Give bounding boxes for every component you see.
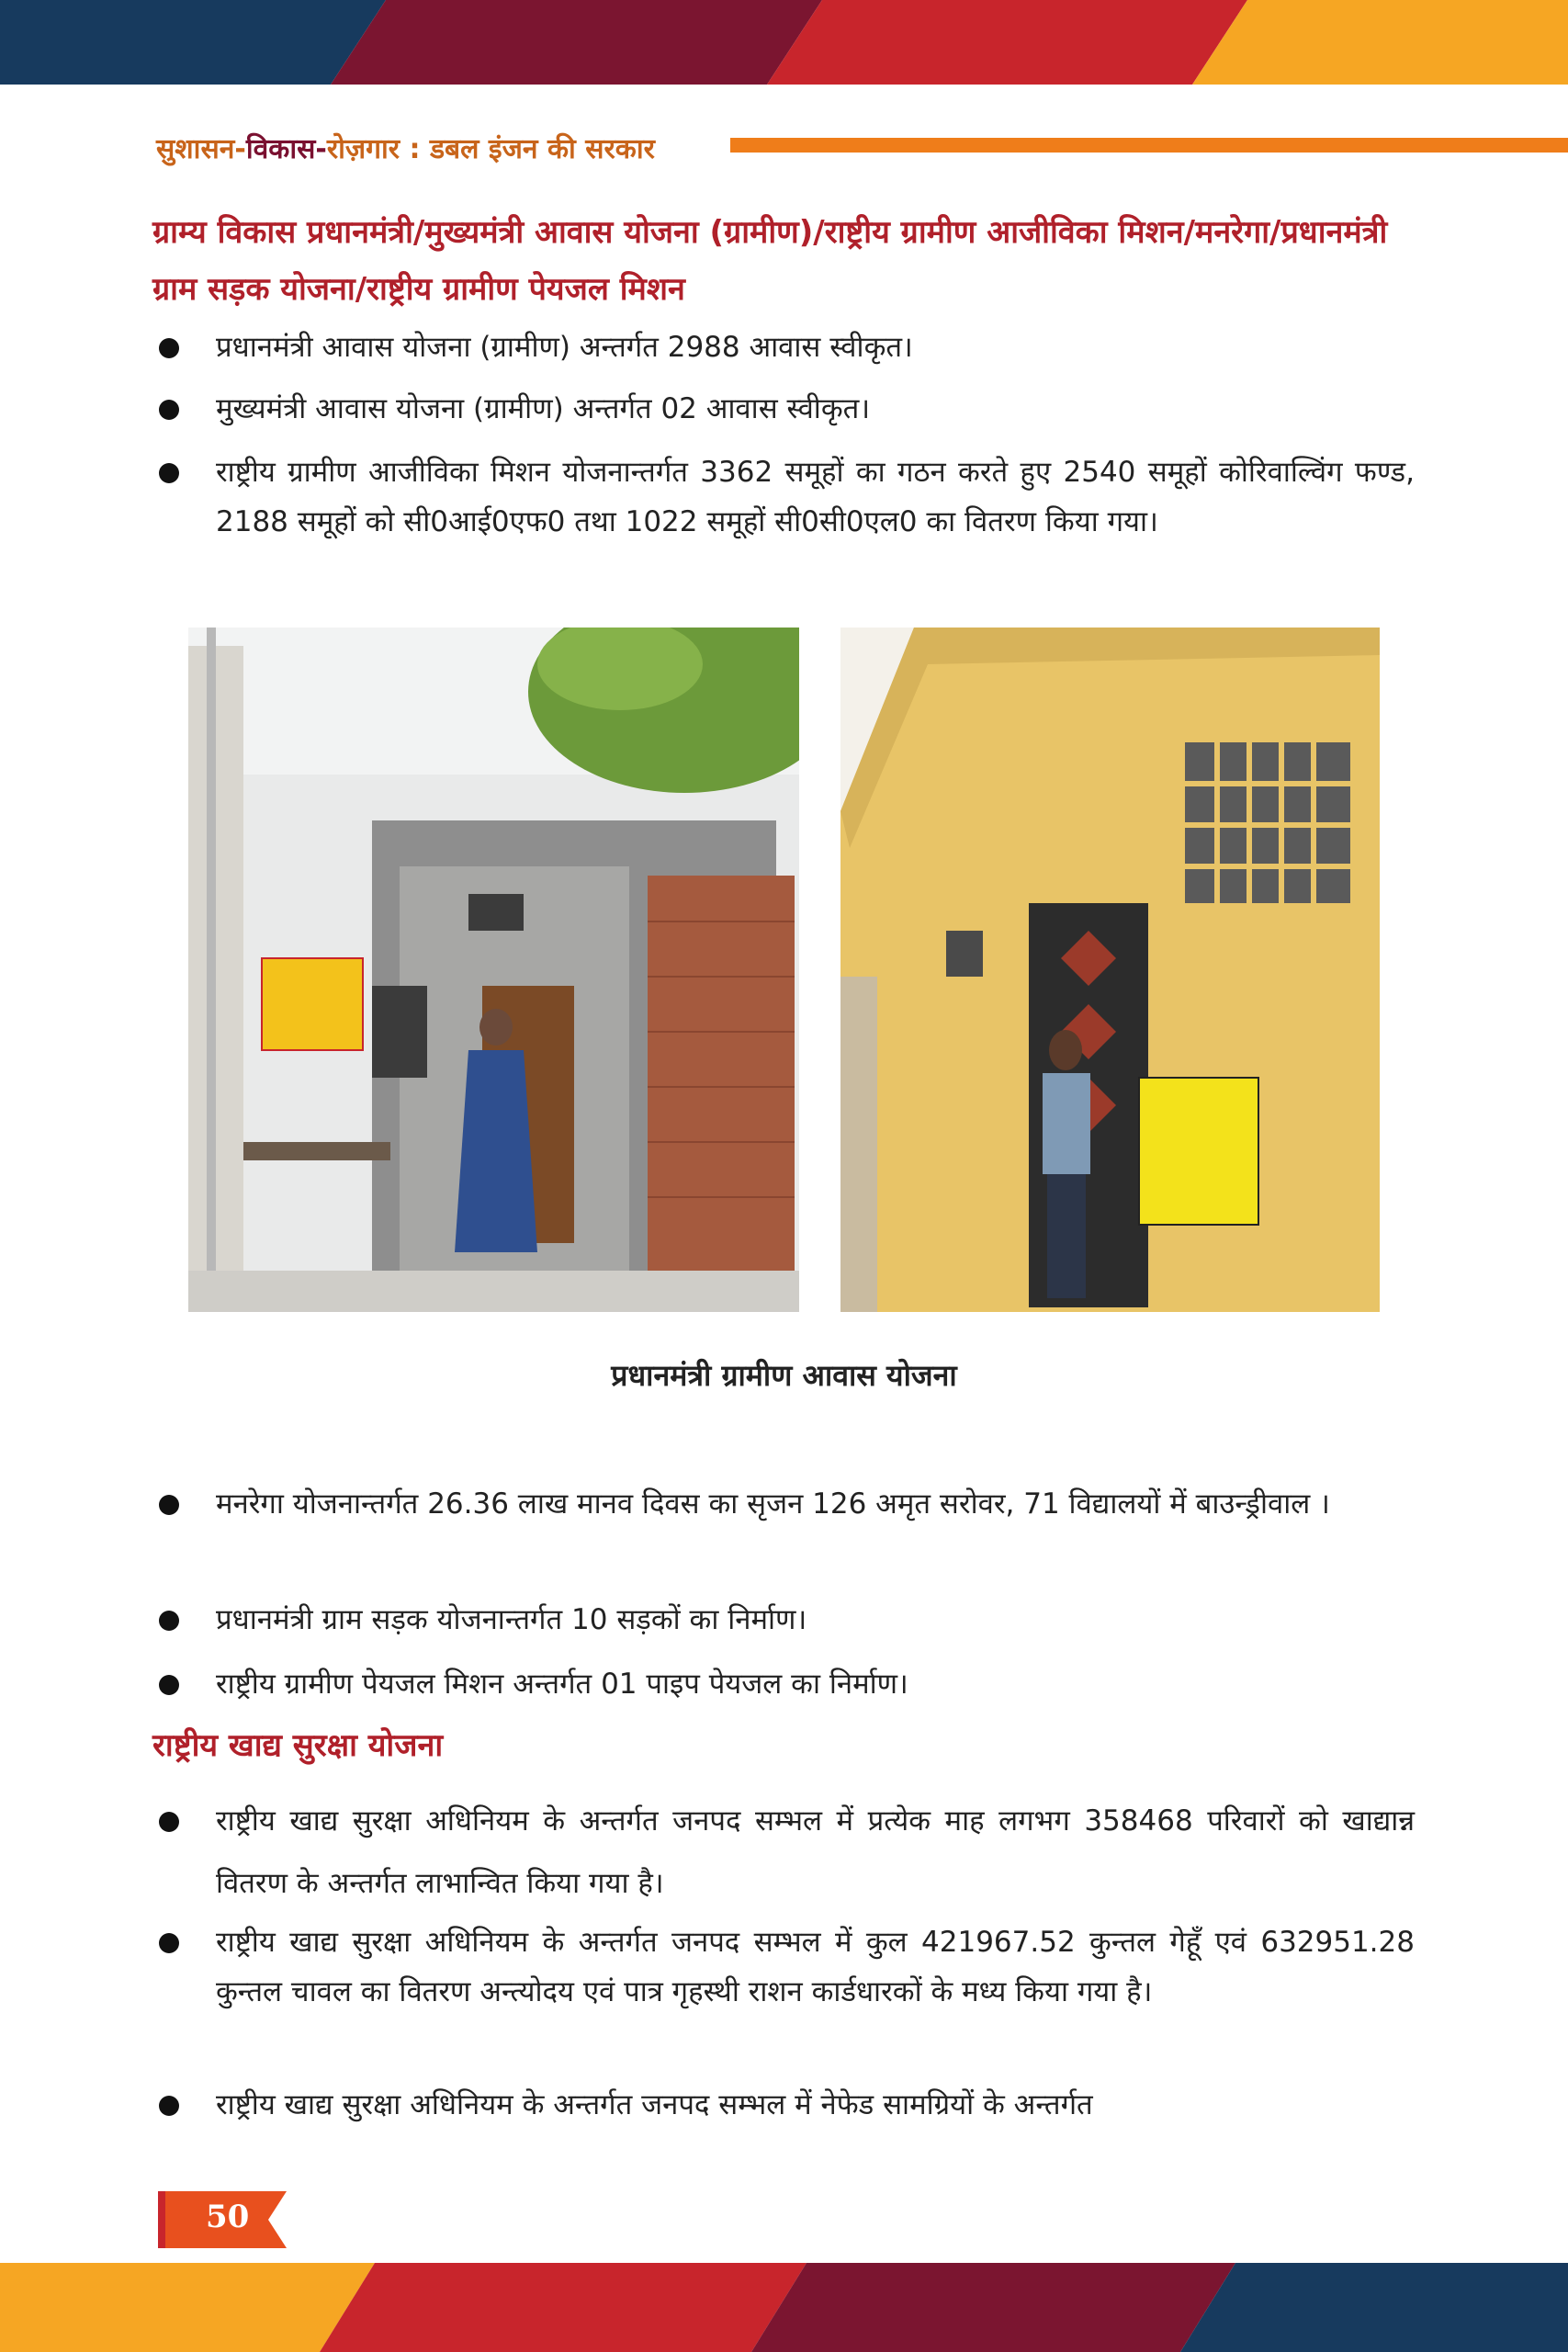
photo-caption: प्रधानमंत्री ग्रामीण आवास योजना [611, 1358, 957, 1393]
bullet-icon [159, 400, 179, 420]
header-rule [730, 138, 1568, 153]
list-item: प्रधानमंत्री ग्राम सड़क योजनान्तर्गत 10 सड़कों का निर्माण। [216, 1595, 1415, 1645]
bullet-icon [159, 1675, 179, 1695]
page-number-badge [158, 2191, 287, 2248]
list-item: मनरेगा योजनान्तर्गत 26.36 लाख मानव दिवस का सृजन 126 अमृत सरोवर, 71 विद्यालयों में बाउन्ड्रीवाल । [216, 1479, 1415, 1529]
house-photo-left [188, 628, 799, 1312]
house-photo-right [840, 628, 1380, 1312]
bullet-icon [159, 1495, 179, 1515]
section-title-food-security: राष्ट्रीय खाद्य सुरक्षा योजना [152, 1727, 444, 1764]
list-item: राष्ट्रीय ग्रामीण पेयजल मिशन अन्तर्गत 01 पाइप पेयजल का निर्माण। [216, 1659, 1415, 1709]
list-item: राष्ट्रीय ग्रामीण आजीविका मिशन योजनान्तर्गत 3362 समूहों का गठन करते हुए 2540 समूहों कोरिवाल्विंग फण्ड, 2188 समूहों को सी0आई0एफ0 तथा 1022 समूहों सी0सी0एल0 का वितरण किया गया। [216, 447, 1415, 547]
page-number: 50 [206, 2199, 250, 2235]
list-item: मुख्यमंत्री आवास योजना (ग्रामीण) अन्तर्गत 02 आवास स्वीकृत। [216, 384, 1415, 434]
top-color-band [0, 0, 1568, 85]
header-title: सुशासन-विकास-रोज़गार : डबल इंजन की सरकार [156, 133, 655, 165]
list-item: प्रधानमंत्री आवास योजना (ग्रामीण) अन्तर्गत 2988 आवास स्वीकृत। [216, 322, 1415, 372]
bullet-icon [159, 463, 179, 483]
bullet-icon [159, 1933, 179, 1953]
running-header [156, 129, 1415, 165]
bullet-icon [159, 2096, 179, 2116]
list-item: राष्ट्रीय खाद्य सुरक्षा अधिनियम के अन्तर्गत जनपद सम्भल में नेफेड सामग्रियों के अन्तर्गत [216, 2080, 1415, 2130]
section-title-rural-development: ग्राम्य विकास प्रधानमंत्री/मुख्यमंत्री आवास योजना (ग्रामीण)/राष्ट्रीय ग्रामीण आजीविका मिशन/मनरेगा/प्रधानमंत्री ग्राम सड़क योजना/राष्ट्रीय ग्रामीण पेयजल मिशन [152, 214, 1388, 308]
bullet-icon [159, 1812, 179, 1832]
list-item: राष्ट्रीय खाद्य सुरक्षा अधिनियम के अन्तर्गत जनपद सम्भल में कुल 421967.52 कुन्तल गेहूँ एवं 632951.28 कुन्तल चावल का वितरण अन्त्योदय एवं पात्र गृहस्थी राशन कार्डधारकों के मध्य किया गया है। [216, 1917, 1415, 2017]
bottom-color-band [0, 2263, 1568, 2352]
bullet-icon [159, 1611, 179, 1631]
list-item: राष्ट्रीय खाद्य सुरक्षा अधिनियम के अन्तर्गत जनपद सम्भल में प्रत्येक माह लगभग 358468 परिवारों को खाद्यान्न वितरण के अन्तर्गत लाभान्वित किया गया है। [216, 1790, 1415, 1915]
bullet-icon [159, 338, 179, 358]
